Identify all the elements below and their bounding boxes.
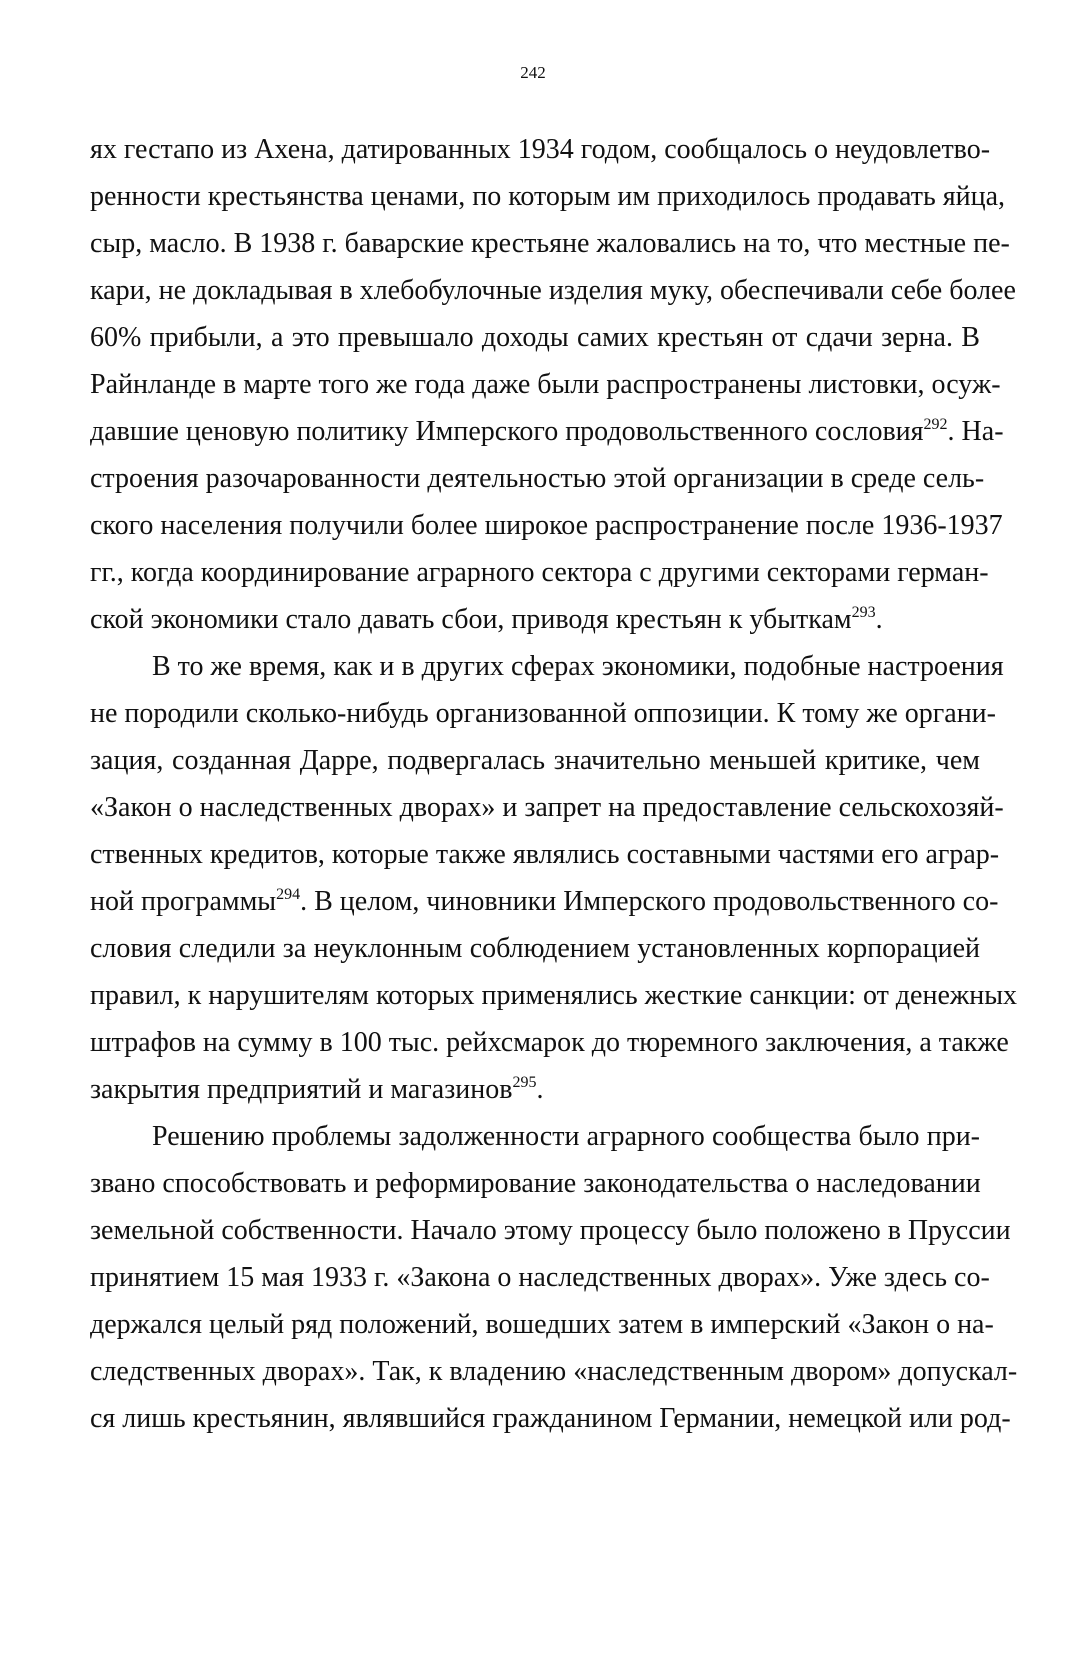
line-text: Райнланде в марте того же года даже были распространены листовки, осуж-	[90, 369, 1001, 400]
text-line	[90, 784, 1004, 831]
text-line	[90, 690, 996, 737]
text-line	[90, 267, 1016, 314]
text-line	[90, 925, 980, 972]
text-line	[90, 126, 991, 173]
line-text: 60% прибыли, а это превышало доходы самих крестьян от сдачи зерна. В	[90, 322, 980, 353]
line-text: держался целый ряд положений, вошедших затем в имперский «Закон о на-	[90, 1309, 994, 1340]
line-text: ственных кредитов, которые также являлись составными частями его аграр-	[90, 839, 1000, 870]
line-text: ренности крестьянства ценами, по которым им приходилось продавать яйца,	[90, 181, 1006, 212]
text-line	[90, 737, 980, 784]
text-line	[90, 596, 980, 643]
text-line	[90, 643, 1004, 690]
text-line	[90, 173, 1006, 220]
line-text: не породили сколько-нибудь организованной оппозиции. К тому же органи-	[90, 698, 996, 729]
text-line	[90, 549, 989, 596]
footnote-reference[interactable]: 292	[923, 416, 948, 433]
text-line	[90, 878, 999, 925]
text-line	[90, 1113, 980, 1160]
line-text: следственных дворах». Так, к владению «наследственным двором» допускал-	[90, 1356, 1018, 1387]
line-text: ной программы	[90, 886, 277, 917]
line-text: давшие ценовую политику Имперского продовольственного сословия	[90, 416, 924, 447]
line-text: ях гестапо из Ахена, датированных 1934 годом, сообщалось о неудовлетво-	[90, 134, 991, 165]
line-text: гг., когда координирование аграрного сектора с другими секторами герман-	[90, 557, 989, 588]
text-line	[90, 1066, 980, 1113]
paragraph	[90, 643, 1018, 1113]
text-line	[90, 1254, 990, 1301]
text-line	[90, 408, 1004, 455]
text-line	[90, 1301, 994, 1348]
text-line	[90, 502, 1003, 549]
text-line	[90, 1395, 1011, 1442]
line-text: ского населения получили более широкое распространение после 1936-1937	[90, 510, 1003, 541]
line-text: ской экономики стало давать сбои, приводя крестьян к убыткам	[90, 604, 852, 635]
text-line	[90, 455, 985, 502]
text-line	[90, 220, 1010, 267]
paragraph	[90, 126, 1016, 643]
line-text: зация, созданная Дарре, подвергалась значительно меньшей критике, чем	[90, 745, 980, 776]
line-text: словия следили за неуклонным соблюдением установленных корпорацией	[90, 933, 980, 964]
line-text: Решению проблемы задолженности аграрного сообщества было при-	[152, 1121, 980, 1152]
text-line	[90, 1019, 1009, 1066]
line-text-after-footnote: .	[536, 1074, 544, 1105]
line-text: сыр, масло. В 1938 г. баварские крестьяне жаловались на то, что местные пе-	[90, 228, 1010, 259]
footnote-reference[interactable]: 294	[276, 886, 301, 903]
line-text: ся лишь крестьянин, являвшийся гражданином Германии, немецкой или род-	[90, 1403, 1011, 1434]
text-line	[90, 314, 980, 361]
line-text: строения разочарованности деятельностью этой организации в среде сель-	[90, 463, 985, 494]
text-line	[90, 1207, 1011, 1254]
body-text	[90, 126, 1018, 1442]
text-line	[90, 361, 1001, 408]
line-text: звано способствовать и реформирование законодательства о наследовании	[90, 1168, 981, 1199]
text-line	[90, 972, 1018, 1019]
line-text: штрафов на сумму в 100 тыс. рейхсмарок до тюремного заключения, а также	[90, 1027, 1009, 1058]
line-text: В то же время, как и в других сферах экономики, подобные настроения	[152, 651, 1004, 682]
line-text: «Закон о наследственных дворах» и запрет на предоставление сельскохозяй-	[90, 792, 1004, 823]
text-line	[90, 1348, 1018, 1395]
line-text-after-footnote: . В целом, чиновники Имперского продовольственного со-	[300, 886, 999, 917]
line-text: правил, к нарушителям которых применялись жесткие санкции: от денежных	[90, 980, 1018, 1011]
line-text: закрытия предприятий и магазинов	[90, 1074, 513, 1105]
line-text-after-footnote: . На-	[947, 416, 1004, 447]
footnote-reference[interactable]: 293	[851, 604, 876, 621]
page-number: 242	[520, 63, 546, 82]
line-text: земельной собственности. Начало этому процессу было положено в Пруссии	[90, 1215, 1011, 1246]
text-line	[90, 1160, 980, 1207]
line-text-after-footnote: .	[875, 604, 883, 635]
line-text: кари, не докладывая в хлебобулочные изделия муку, обеспечивали себе более	[90, 275, 1016, 306]
text-line	[90, 831, 1000, 878]
footnote-reference[interactable]: 295	[512, 1074, 537, 1091]
line-text: принятием 15 мая 1933 г. «Закона о наследственных дворах». Уже здесь со-	[90, 1262, 990, 1293]
paragraph	[90, 1113, 1018, 1442]
